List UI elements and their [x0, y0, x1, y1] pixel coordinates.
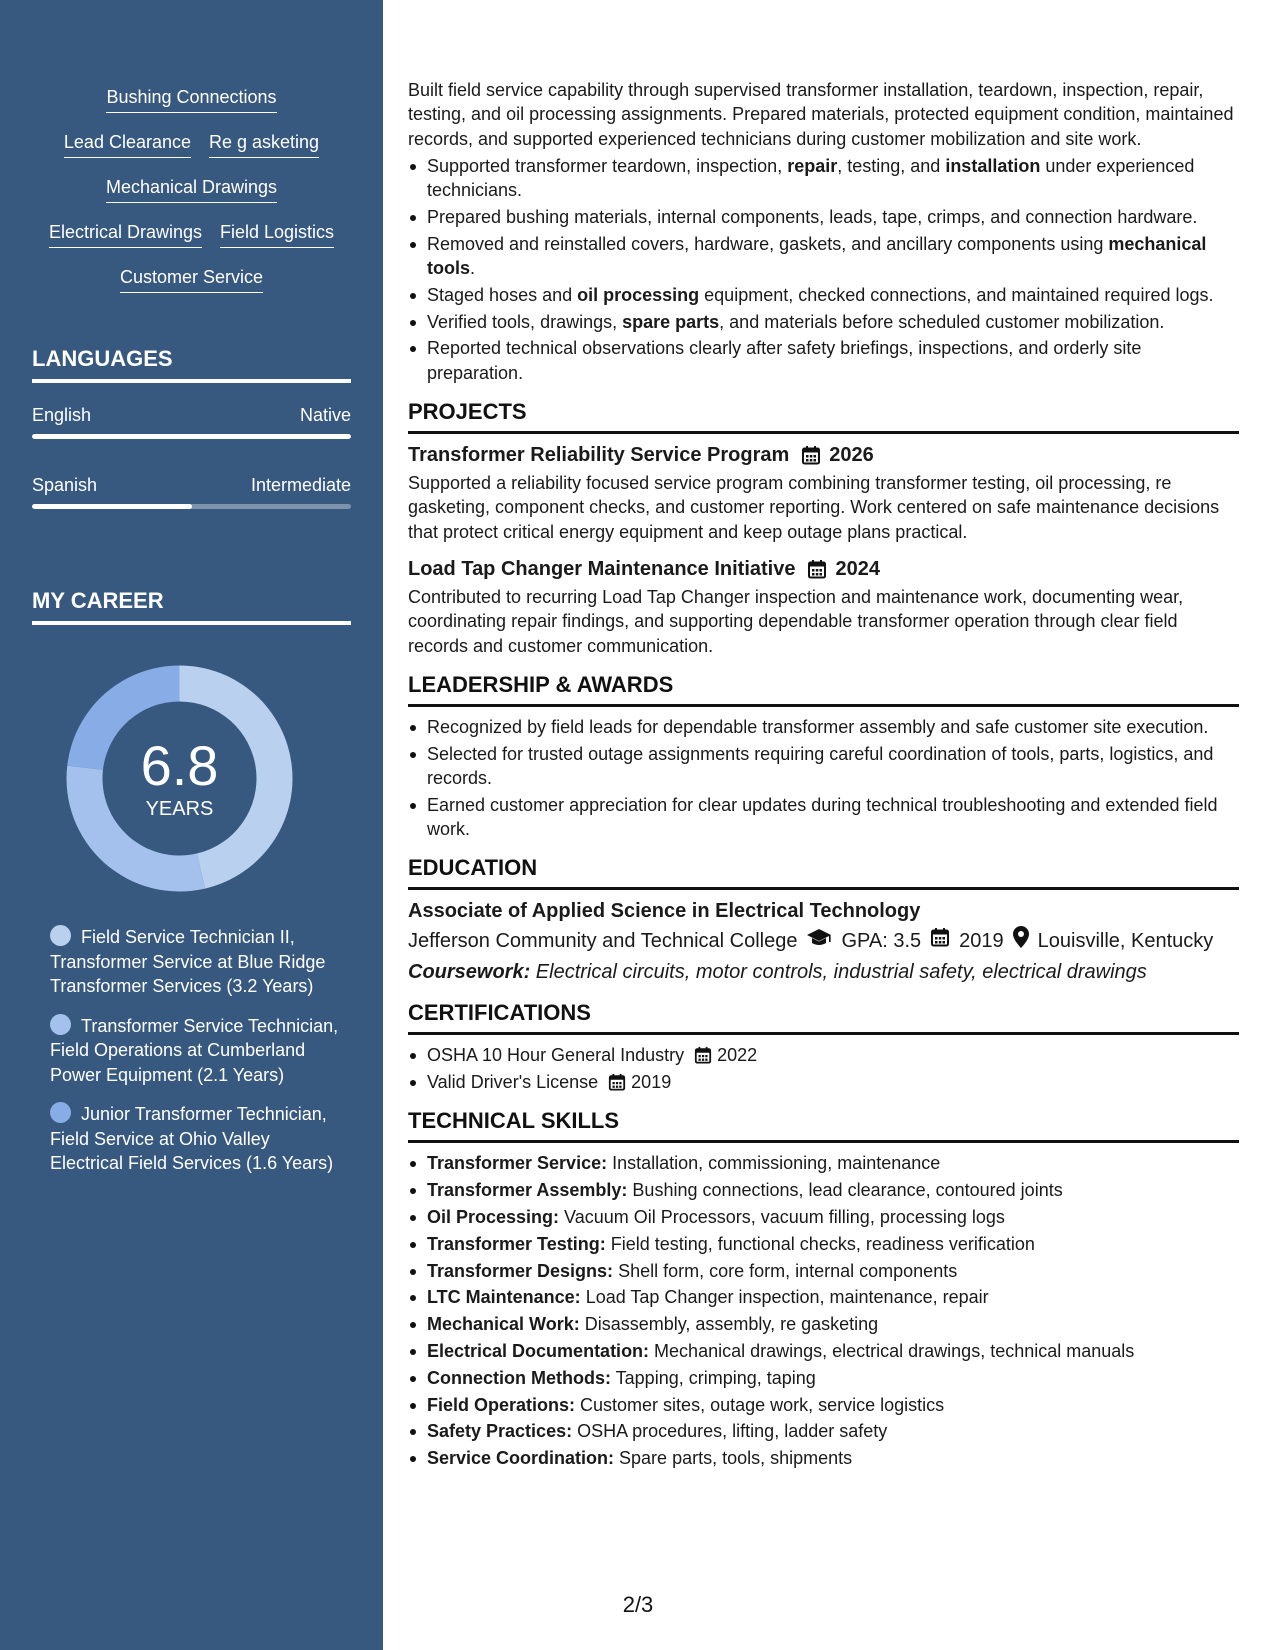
technical-skill-item: Service Coordination: Spare parts, tools, shipments: [408, 1446, 1239, 1470]
technical-skill-item: Oil Processing: Vacuum Oil Processors, vacuum filling, processing logs: [408, 1205, 1239, 1229]
career-donut-slice: [67, 666, 179, 770]
tag-row: [0, 221, 383, 266]
education-meta: [408, 926, 1239, 956]
language-row: [32, 474, 351, 496]
leadership-item: Selected for trusted outage assignments requiring careful coordination of tools, parts, logistics, and records.: [408, 742, 1239, 791]
technical-skills-list: [408, 1151, 1239, 1470]
experience-bullets: [408, 154, 1239, 385]
education-gpa: GPA: 3.5: [841, 930, 922, 953]
career-legend-dot: [50, 1102, 71, 1123]
language-bar-fill: [32, 504, 192, 509]
experience-bullet: Removed and reinstalled covers, hardware, gaskets, and ancillary components using mechanical tools.: [408, 232, 1239, 281]
tag-row: [0, 176, 383, 221]
certifications-list: [408, 1043, 1239, 1094]
graduation-cap-icon: [806, 927, 832, 955]
career-donut-slice: [67, 766, 206, 892]
leadership-item: Recognized by field leads for dependable transformer assembly and safe customer site execution.: [408, 715, 1239, 739]
language-bar-fill: [32, 434, 351, 439]
career-legend-dot: [50, 1014, 71, 1035]
project-title: Load Tap Changer Maintenance Initiative 2024: [408, 557, 880, 580]
career-item: [50, 1102, 340, 1176]
career-legend-dot: [50, 925, 71, 946]
skill-tag: Customer Service: [120, 266, 263, 293]
project-year: 2026: [829, 444, 874, 467]
project-description: Supported a reliability focused service program combining transformer testing, oil processing, re gasketing, component checks, and customer reporting. Work centered on safe maintenance decisions that protect critical energy equipment and keep outage plans practical.: [408, 473, 1220, 542]
certification-item: Valid Driver's License 2019: [408, 1070, 1239, 1094]
technical-skill-item: Field Operations: Customer sites, outage work, service logistics: [408, 1393, 1239, 1417]
career-item: [50, 1014, 340, 1088]
leadership-item: Earned customer appreciation for clear updates during technical troubleshooting and extended field work.: [408, 793, 1239, 842]
skill-tag: Lead Clearance: [64, 131, 191, 158]
experience-bullet: Prepared bushing materials, internal components, leads, tape, crimps, and connection hardware.: [408, 205, 1239, 229]
languages-heading: LANGUAGES: [32, 346, 351, 383]
career-donut-chart: [66, 665, 293, 892]
leadership-list: [408, 715, 1239, 841]
language-bar: [32, 504, 351, 509]
technical-skill-item: Mechanical Work: Disassembly, assembly, re gasketing: [408, 1312, 1239, 1336]
experience-bullet: Verified tools, drawings, spare parts, and materials before scheduled customer mobilization.: [408, 310, 1239, 334]
technical-skill-item: Transformer Service: Installation, commissioning, maintenance: [408, 1151, 1239, 1175]
language-name: English: [32, 405, 92, 425]
language-name: Spanish: [32, 475, 98, 495]
calendar-icon: [694, 1046, 712, 1064]
career-total-unit: YEARS: [145, 797, 214, 820]
technical-skill-item: Connection Methods: Tapping, crimping, taping: [408, 1366, 1239, 1390]
education-degree: Associate of Applied Science in Electrical Technology: [408, 900, 921, 923]
technical-skill-item: Electrical Documentation: Mechanical drawings, electrical drawings, technical manuals: [408, 1339, 1239, 1363]
career-item-text: Junior Transformer Technician, Field Service at Ohio Valley Electrical Field Services (1.6 Years): [50, 1104, 334, 1173]
calendar-icon: [807, 559, 827, 579]
tag-row: [0, 266, 383, 311]
page-number: 2/3: [622, 1592, 654, 1617]
certifications-heading: CERTIFICATIONS: [408, 1000, 1239, 1035]
experience-bullet: Reported technical observations clearly after safety briefings, inspections, and orderly site preparation.: [408, 336, 1239, 385]
location-pin-icon: [1013, 926, 1029, 956]
career-item-text: Transformer Service Technician, Field Operations at Cumberland Power Equipment (2.1 Years): [50, 1015, 339, 1085]
career-heading: MY CAREER: [32, 588, 351, 625]
language-row: [32, 404, 351, 426]
technical-skill-item: Transformer Designs: Shell form, core form, internal components: [408, 1259, 1239, 1283]
main-content: [408, 78, 1239, 1473]
education-school: Jefferson Community and Technical College: [408, 930, 798, 953]
skill-tag: Bushing Connections: [106, 86, 276, 113]
career-item: [50, 925, 340, 999]
language-level: Intermediate: [250, 475, 351, 495]
calendar-icon: [608, 1073, 626, 1091]
language-bar: [32, 434, 351, 439]
education-year: 2019: [959, 930, 1004, 953]
skill-tag: Mechanical Drawings: [106, 176, 277, 203]
skill-tag: Field Logistics: [220, 221, 334, 248]
experience-bullet: Supported transformer teardown, inspection, repair, testing, and installation under experienced technicians.: [408, 154, 1239, 203]
experience-bullet: Staged hoses and oil processing equipment, checked connections, and maintained required logs.: [408, 283, 1239, 307]
skill-tag: Re g asketing: [209, 131, 319, 158]
project-title: Transformer Reliability Service Program 2026: [408, 444, 874, 467]
language-level: Native: [299, 405, 351, 425]
technical-skill-item: Safety Practices: OSHA procedures, lifting, ladder safety: [408, 1419, 1239, 1443]
skill-tag: Electrical Drawings: [49, 221, 202, 248]
calendar-icon: [930, 927, 950, 955]
education-location: Louisville, Kentucky: [1037, 930, 1214, 953]
projects-heading: PROJECTS: [408, 399, 1239, 434]
education-coursework: Coursework: Electrical circuits, motor controls, industrial safety, electrical drawings: [408, 961, 1147, 984]
career-list: [50, 925, 340, 1191]
project-description: Contributed to recurring Load Tap Changer inspection and maintenance work, documenting wear, coordinating repair findings, and supporting dependable transformer operation through clear field records and customer communication.: [408, 586, 1184, 656]
sidebar: [0, 0, 383, 1650]
technical-skill-item: Transformer Testing: Field testing, functional checks, readiness verification: [408, 1232, 1239, 1256]
career-item-text: Field Service Technician II, Transformer Service at Blue Ridge Transformer Services (3.2 Years): [50, 927, 326, 996]
tag-row: [0, 86, 383, 131]
technical-skill-item: LTC Maintenance: Load Tap Changer inspection, maintenance, repair: [408, 1285, 1239, 1309]
leadership-heading: LEADERSHIP & AWARDS: [408, 672, 1239, 707]
technical-skills-heading: TECHNICAL SKILLS: [408, 1108, 1239, 1143]
education-heading: EDUCATION: [408, 855, 1239, 890]
technical-skill-item: Transformer Assembly: Bushing connections, lead clearance, contoured joints: [408, 1178, 1239, 1202]
career-total-value: 6.8: [140, 733, 219, 797]
certification-item: OSHA 10 Hour General Industry 2022: [408, 1043, 1239, 1067]
project-year: 2024: [835, 557, 880, 580]
skill-tags: [0, 86, 383, 311]
calendar-icon: [801, 445, 821, 465]
experience-summary: Built field service capability through supervised transformer installation, teardown, inspection, repair, testing, and oil processing assignments. Prepared materials, protected equipment condition, maintained records, and supported experienced technicians during customer mobilization and site work.: [408, 80, 1234, 149]
tag-row: [0, 131, 383, 176]
